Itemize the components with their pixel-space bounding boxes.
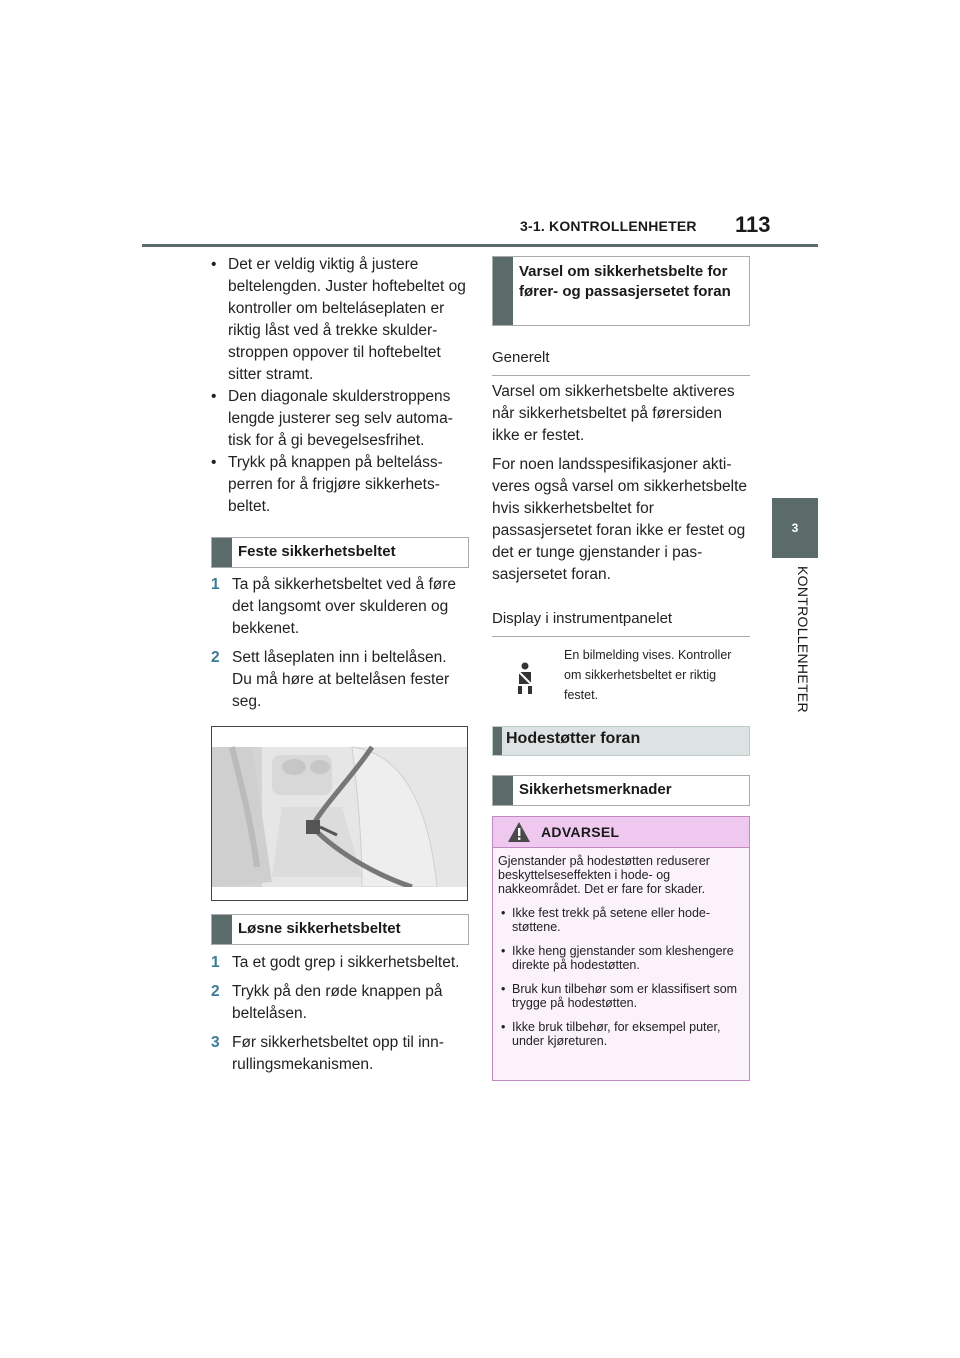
heading-bar xyxy=(493,776,513,805)
step-number: 3 xyxy=(211,1034,220,1051)
varsel-heading: Varsel om sikkerhetsbelte for fører- og passasjersetet foran xyxy=(519,263,731,300)
paragraph: For noen landsspesifikasjoner aktiveres også varsel om sikkerhetsbelte hvis sikkerhetsbeltet for passasjersetet foran ikke er festet og det er tunge gjenstander i passasjersetet foran. xyxy=(492,456,748,583)
step-item xyxy=(211,1032,469,1076)
heading-bar xyxy=(212,915,232,944)
generelt-subheading: Generelt xyxy=(492,349,750,376)
sikkerhet-heading-box xyxy=(492,775,750,806)
step-text: Trykk på den røde knappen på beltelåsen. xyxy=(232,983,443,1022)
seatbelt-drawing xyxy=(212,727,467,900)
display-note: En bilmelding vises. Kontroller om sikkerhetsbeltet er riktig festet. xyxy=(564,648,732,702)
warning-header xyxy=(493,817,749,848)
header-rule xyxy=(142,244,818,247)
generelt-text xyxy=(492,381,750,586)
heading-bar xyxy=(493,257,513,325)
heading-bar xyxy=(493,727,502,755)
page-number: 113 xyxy=(735,212,771,237)
display-subheading: Display i instrumentpanelet xyxy=(492,610,750,637)
losne-heading: Løsne sikkerhetsbeltet xyxy=(238,920,401,937)
step-item xyxy=(211,981,469,1025)
step-text: Sett låseplaten inn i beltelåsen. Du må høre at beltelåsen fester seg. xyxy=(232,649,450,710)
step-number: 1 xyxy=(211,576,220,593)
chapter-label: KONTROLLENHETER xyxy=(795,566,811,713)
warning-bullet: • Ikke heng gjenstander som kleshengere direkte på hodestøtten. xyxy=(498,944,744,972)
warning-triangle-icon xyxy=(507,821,531,843)
warning-intro: Gjenstander på hodestøtten reduserer beskyttelseseffekten i hode- og nakkeområdet. Det er fare for skader. xyxy=(498,854,710,896)
step-number: 2 xyxy=(211,649,220,666)
warning-content xyxy=(498,854,744,1055)
sikkerhet-heading: Sikkerhetsmerknader xyxy=(519,781,672,798)
hodestotter-heading: Hodestøtter foran xyxy=(506,730,641,747)
warning-box xyxy=(492,816,750,1081)
warning-title: ADVARSEL xyxy=(541,824,620,840)
warning-bullet: • Ikke bruk tilbehør, for eksempel puter, under kjøreturen. xyxy=(498,1020,744,1048)
step-item xyxy=(211,647,469,713)
step-item xyxy=(211,574,469,640)
bullet-item: • Trykk på knappen på beltelássperren for å frigjøre sikkerhetsbeltet. xyxy=(211,452,469,518)
section-title: 3-1. KONTROLLENHETER xyxy=(520,218,697,234)
step-item xyxy=(211,952,469,974)
paragraph: Varsel om sikkerhetsbelte aktiveres når sikkerhetsbeltet på førersiden ikke er festet. xyxy=(492,383,735,444)
intro-bullets xyxy=(211,254,469,518)
step-number: 1 xyxy=(211,954,220,971)
step-number: 2 xyxy=(211,983,220,1000)
warning-bullet: • Ikke fest trekk på setene eller hodestøttene. xyxy=(498,906,744,934)
step-text: Ta et godt grep i sikkerhetsbeltet. xyxy=(232,954,460,971)
step-text: Ta på sikkerhetsbeltet ved å føre det langsomt over skulderen og bekkenet. xyxy=(232,576,457,637)
bullet-item: • Den diagonale skulderstroppens lengde justerer seg selv automatisk for å gi bevegelsesfrihet. xyxy=(211,386,469,452)
feste-heading-box xyxy=(211,537,469,568)
bullet-item: • Det er veldig viktig å justere beltelengden. Juster hoftebeltet og kontroller om belteláseplaten er riktig låst ved å trekke skulderstroppen oppover til hoftebeltet sitter stramt. xyxy=(211,254,469,386)
heading-bar xyxy=(212,538,232,567)
seatbelt-illustration xyxy=(211,726,468,901)
losne-heading-box xyxy=(211,914,469,945)
losne-steps xyxy=(211,952,469,1076)
seatbelt-warning-icon xyxy=(512,662,538,696)
hodestotter-heading-box xyxy=(492,726,750,756)
warning-bullet: • Bruk kun tilbehør som er klassifisert som trygge på hodestøtten. xyxy=(498,982,744,1010)
varsel-heading-box xyxy=(492,256,750,326)
feste-heading: Feste sikkerhetsbeltet xyxy=(238,543,396,560)
feste-steps xyxy=(211,574,469,713)
chapter-tab: 3 xyxy=(772,498,818,558)
step-text: Før sikkerhetsbeltet opp til innrullingsmekanismen. xyxy=(232,1034,444,1073)
